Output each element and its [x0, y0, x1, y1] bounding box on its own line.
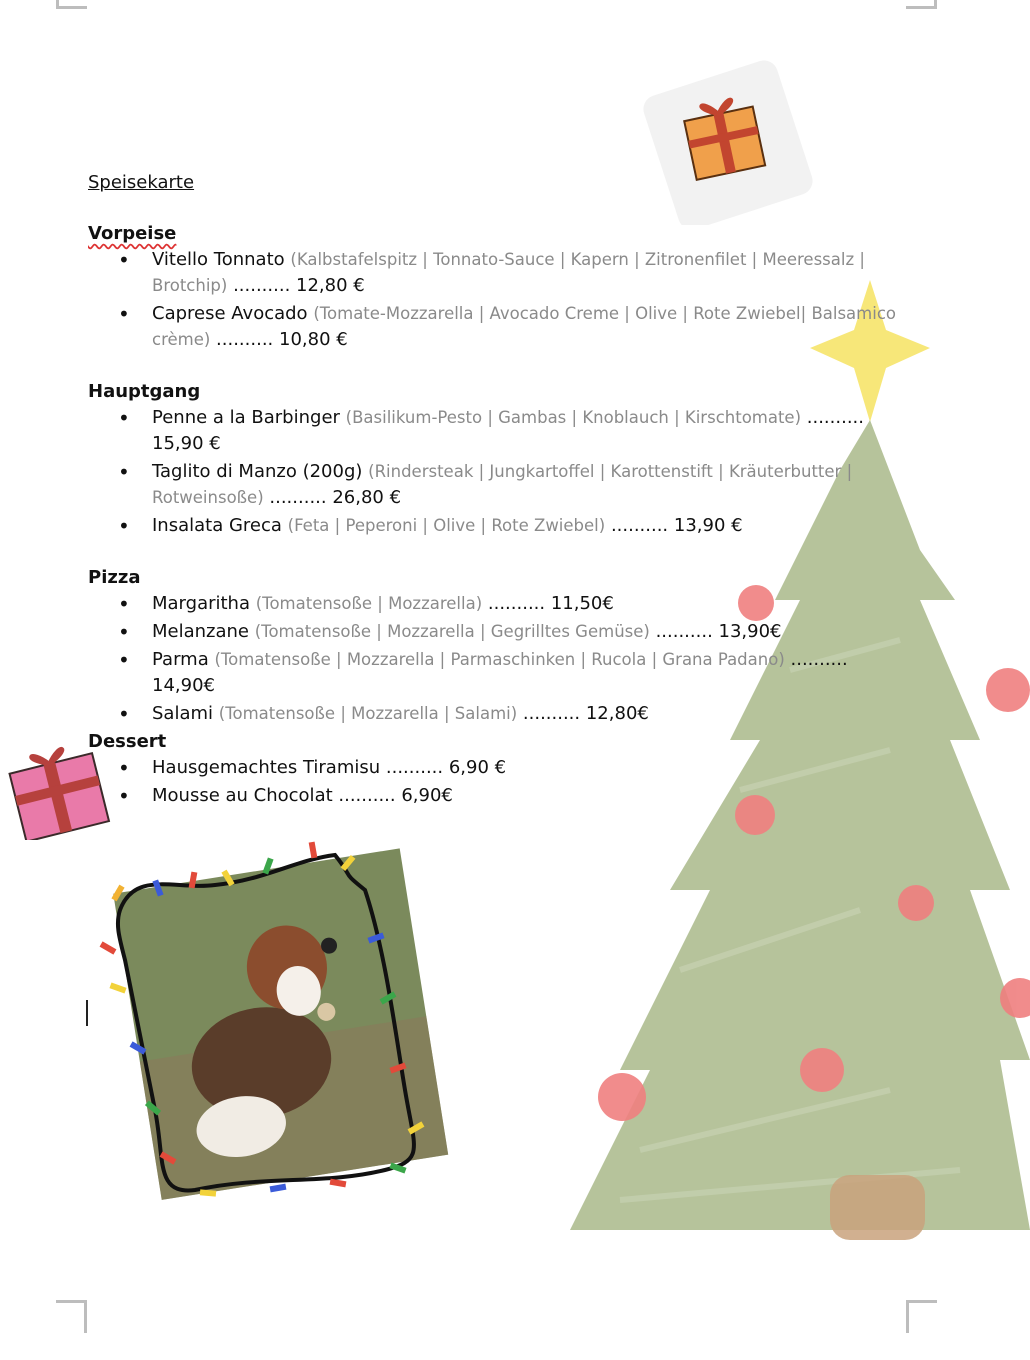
- dish-price: 12,80€: [585, 703, 649, 724]
- dish-price: 13,90 €: [673, 515, 743, 536]
- dish-name: Margaritha: [152, 593, 250, 614]
- menu-item: [88, 405, 908, 457]
- menu-item: [88, 513, 908, 539]
- dot-leader: ..........: [806, 407, 864, 428]
- dish-price: 13,90€: [718, 621, 782, 642]
- menu-item: [88, 783, 908, 809]
- dish-name: Penne a la Barbinger: [152, 407, 340, 428]
- crop-mark-bottom-left: [56, 1300, 87, 1333]
- menu-title: Speisekarte: [88, 172, 195, 193]
- dish-name: Mousse au Chocolat: [152, 785, 333, 806]
- dish-price: 6,90€: [401, 785, 453, 806]
- dish-name: Vitello Tonnato: [152, 249, 285, 270]
- crop-mark-top-left: [56, 0, 87, 9]
- crop-mark-top-right: [906, 0, 937, 9]
- menu-list: [88, 591, 908, 727]
- dish-price: 6,90 €: [448, 757, 507, 778]
- crop-mark-bottom-right: [906, 1300, 937, 1333]
- dish-price: 14,90€: [152, 675, 215, 696]
- dish-name: Taglito di Manzo (200g): [152, 461, 363, 482]
- dish-name: Melanzane: [152, 621, 250, 642]
- dish-description: (Feta | Peperoni | Olive | Rote Zwiebel): [287, 516, 606, 535]
- menu-item: [88, 647, 908, 699]
- dish-description: (Basilikum-Pesto | Gambas | Knoblauch | Kirschtomate): [345, 408, 802, 427]
- dish-name: Hausgemachtes Tiramisu: [152, 757, 381, 778]
- spacer: [88, 811, 908, 835]
- dish-price: 26,80 €: [332, 487, 402, 508]
- menu-item: [88, 301, 908, 353]
- dish-description: (Tomatensoße | Mozzarella | Gegrilltes Gemüse): [254, 622, 650, 641]
- menu-item: [88, 247, 908, 299]
- section-heading: Dessert: [88, 731, 167, 752]
- menu-list: [88, 247, 908, 353]
- menu-item: [88, 459, 908, 511]
- menu-document: [88, 172, 908, 835]
- section-heading: Vorpeise: [88, 223, 177, 244]
- dish-description: (Kalbstafelspitz | Tonnato-Sauce | Kapern | Zitronenfilet | Meeressalz | Brotchip): [152, 250, 865, 295]
- dot-leader: ..........: [269, 487, 327, 508]
- dog-photo: [95, 830, 465, 1210]
- dish-price: 11,50€: [550, 593, 614, 614]
- dot-leader: ..........: [655, 621, 713, 642]
- menu-list: [88, 755, 908, 809]
- dish-description: (Tomatensoße | Mozzarella | Salami): [218, 704, 518, 723]
- dot-leader: ..........: [385, 757, 444, 778]
- section-heading: Pizza: [88, 567, 141, 588]
- dish-description: (Tomatensoße | Mozzarella): [255, 594, 483, 613]
- dish-name: Insalata Greca: [152, 515, 282, 536]
- menu-list: [88, 405, 908, 539]
- tree-trunk: [830, 1175, 925, 1240]
- dish-name: Parma: [152, 649, 209, 670]
- dot-leader: ..........: [790, 649, 848, 670]
- dot-leader: ..........: [233, 275, 291, 296]
- dish-name: Salami: [152, 703, 214, 724]
- dot-leader: ..........: [522, 703, 581, 724]
- section-heading: Hauptgang: [88, 381, 201, 402]
- dot-leader: ..........: [610, 515, 669, 536]
- dot-leader: ..........: [216, 329, 274, 350]
- dish-price: 12,80 €: [296, 275, 365, 296]
- dot-leader: ..........: [487, 593, 546, 614]
- dish-description: (Rindersteak | Jungkartoffel | Karottenstift | Kräuterbutter | Rotweinsoße): [152, 462, 853, 507]
- dish-name: Caprese Avocado: [152, 303, 308, 324]
- menu-item: [88, 755, 908, 781]
- text-cursor: [86, 1000, 88, 1026]
- dish-description: (Tomate-Mozzarella | Avocado Creme | Olive | Rote Zwiebel| Balsamico crème): [152, 304, 896, 349]
- spacer: [88, 541, 908, 565]
- menu-item: [88, 701, 908, 727]
- menu-item: [88, 591, 908, 617]
- menu-item: [88, 619, 908, 645]
- dot-leader: ..........: [338, 785, 396, 806]
- spacer: [88, 355, 908, 379]
- dish-price: 10,80 €: [279, 329, 348, 350]
- dish-description: (Tomatensoße | Mozzarella | Parmaschinken | Rucola | Grana Padano): [214, 650, 785, 669]
- dish-price: 15,90 €: [152, 433, 221, 454]
